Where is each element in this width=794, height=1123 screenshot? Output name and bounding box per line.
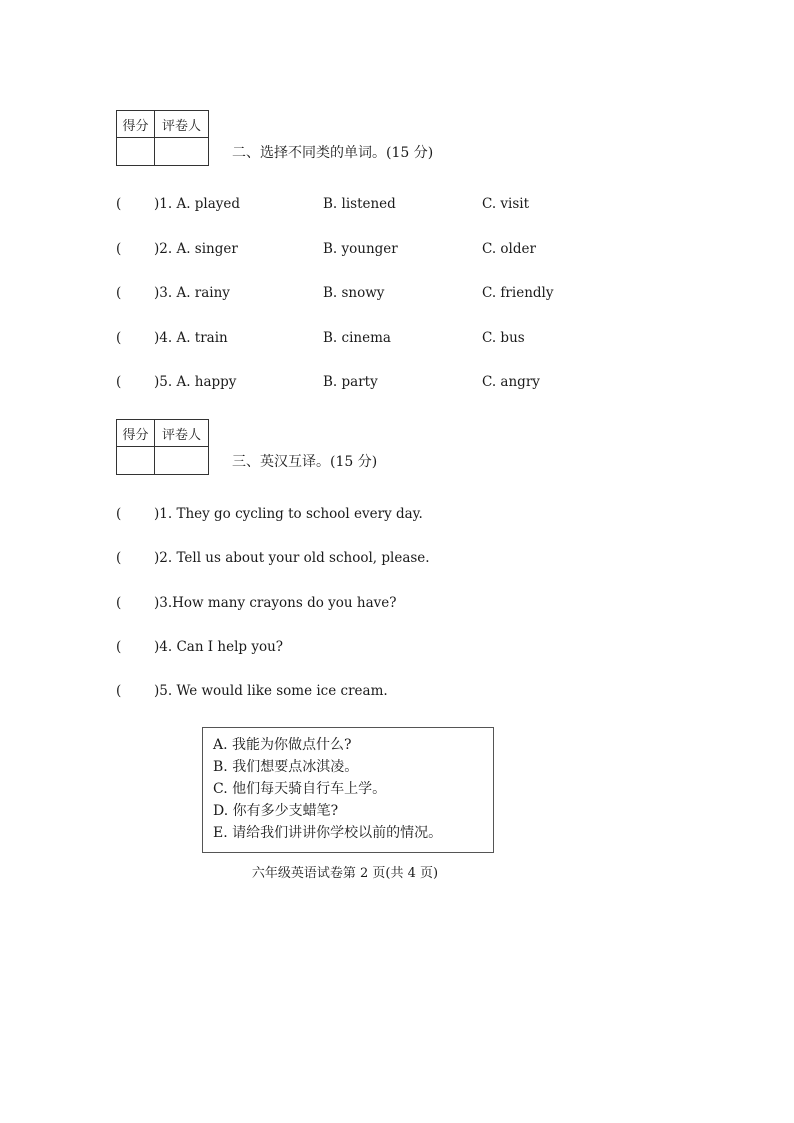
answer-blank[interactable]: (: [116, 595, 122, 611]
score-field[interactable]: [117, 447, 155, 474]
section3-question-5: [116, 683, 716, 703]
grader-label: 评卷人: [155, 111, 208, 138]
section3-question-3: [116, 595, 716, 615]
section2-question-3: [116, 285, 716, 305]
answer-blank[interactable]: (: [116, 683, 122, 699]
question-text: )1. They go cycling to school every day.: [154, 506, 423, 522]
answer-options-box: [202, 727, 494, 853]
score-label: 得分: [117, 420, 155, 447]
option-b: B. listened: [323, 196, 396, 212]
option-c: C. older: [482, 241, 536, 257]
section2-title: 二、选择不同类的单词。(15 分): [232, 145, 434, 161]
option-c: C. friendly: [482, 285, 554, 301]
grader-field[interactable]: [155, 447, 208, 474]
grader-field[interactable]: [155, 138, 208, 165]
option-b: B. cinema: [323, 330, 391, 346]
section3-question-4: [116, 639, 716, 659]
section3-question-2: [116, 550, 716, 570]
answer-blank[interactable]: (: [116, 241, 122, 257]
question-text: )5. We would like some ice cream.: [154, 683, 388, 699]
answer-blank[interactable]: (: [116, 374, 122, 390]
option-c: C. angry: [482, 374, 540, 390]
option-b: B. snowy: [323, 285, 385, 301]
page-footer: 六年级英语试卷第 2 页(共 4 页): [251, 866, 439, 881]
option-line: A. 我能为你做点什么?: [213, 737, 352, 753]
option-a: )5. A. happy: [154, 374, 237, 390]
section3-question-1: [116, 506, 716, 526]
option-b: B. younger: [323, 241, 398, 257]
question-text: )2. Tell us about your old school, please.: [154, 550, 430, 566]
answer-blank[interactable]: (: [116, 330, 122, 346]
section2-score-box: [116, 110, 209, 166]
answer-blank[interactable]: (: [116, 285, 122, 301]
section2-question-1: [116, 196, 716, 216]
option-a: )2. A. singer: [154, 241, 238, 257]
option-line: B. 我们想要点冰淇凌。: [213, 759, 359, 775]
option-a: )4. A. train: [154, 330, 228, 346]
section2-question-2: [116, 241, 716, 261]
option-b: B. party: [323, 374, 378, 390]
question-text: )4. Can I help you?: [154, 639, 284, 655]
option-line: C. 他们每天骑自行车上学。: [213, 781, 387, 797]
section3-score-box: [116, 419, 209, 475]
score-label: 得分: [117, 111, 155, 138]
grader-label: 评卷人: [155, 420, 208, 447]
section2-question-5: [116, 374, 716, 394]
option-a: )3. A. rainy: [154, 285, 230, 301]
option-c: C. visit: [482, 196, 530, 212]
option-a: )1. A. played: [154, 196, 241, 212]
option-line: D. 你有多少支蜡笔?: [213, 803, 339, 819]
option-c: C. bus: [482, 330, 525, 346]
score-field[interactable]: [117, 138, 155, 165]
section3-title: 三、英汉互译。(15 分): [232, 454, 378, 470]
section2-question-4: [116, 330, 716, 350]
question-text: )3.How many crayons do you have?: [154, 595, 397, 611]
option-line: E. 请给我们讲讲你学校以前的情况。: [213, 825, 443, 841]
answer-blank[interactable]: (: [116, 196, 122, 212]
answer-blank[interactable]: (: [116, 550, 122, 566]
answer-blank[interactable]: (: [116, 506, 122, 522]
answer-blank[interactable]: (: [116, 639, 122, 655]
